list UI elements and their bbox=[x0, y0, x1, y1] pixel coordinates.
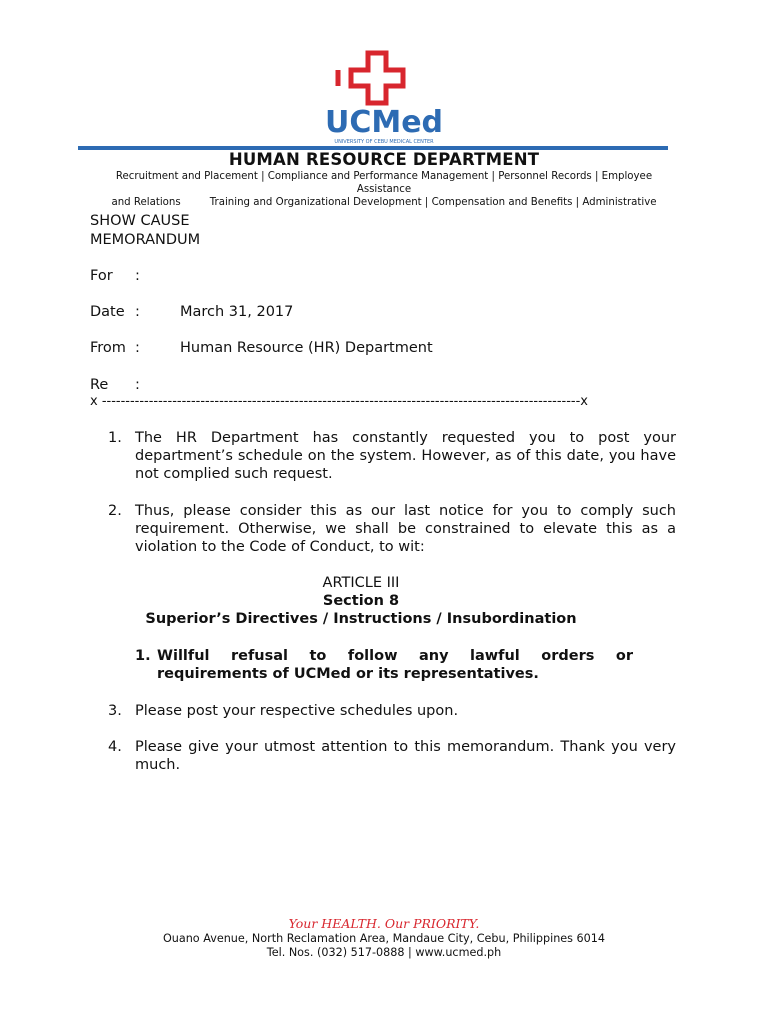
item-text: Thus, please consider this as our last notice for you to comply such requirement. Otherwise, we shall be constrained to elevate this as a violation to the Code of Conduct, to wit: bbox=[135, 503, 676, 555]
ucmed-logo bbox=[318, 48, 450, 152]
list-item bbox=[108, 702, 676, 720]
list-item bbox=[108, 738, 676, 774]
item-number: 2. bbox=[108, 503, 122, 519]
item-text: Please give your utmost attention to this memorandum. Thank you very much. bbox=[135, 739, 676, 773]
department-services bbox=[88, 170, 680, 209]
article-heading: Superior’s Directives / Instructions / Insubordination bbox=[145, 611, 577, 627]
item-number: 3. bbox=[108, 703, 122, 719]
footer-slogan: Your HEALTH. Our PRIORITY. bbox=[288, 916, 480, 931]
field-label: For bbox=[90, 268, 113, 284]
department-title: HUMAN RESOURCE DEPARTMENT bbox=[228, 150, 540, 169]
memo-title bbox=[90, 212, 200, 250]
footer-contact: Tel. Nos. (032) 517-0888 | www.ucmed.ph bbox=[266, 946, 502, 959]
logo-subtext: UNIVERSITY OF CEBU MEDICAL CENTER bbox=[334, 139, 434, 145]
services-line-2: and Relations Training and Organizational Development | Compensation and Benefits | Administrative bbox=[111, 197, 657, 208]
article-section: Section 8 bbox=[322, 593, 400, 609]
item-text: Please post your respective schedules upon. bbox=[135, 703, 459, 719]
field-label: From bbox=[90, 340, 126, 356]
list-item bbox=[108, 502, 676, 556]
memo-title-line-1: SHOW CAUSE bbox=[90, 213, 190, 229]
field-label: Date bbox=[90, 304, 125, 320]
field-value: March 31, 2017 bbox=[180, 304, 294, 320]
article-item-text: Willful refusal to follow any lawful orders or requirements of UCMed or its representatives. bbox=[157, 648, 633, 682]
logo-wordmark: UCMed bbox=[324, 105, 444, 140]
services-line-1: Recruitment and Placement | Compliance and Performance Management | Personnel Records | Employee Assistance bbox=[115, 171, 653, 195]
field-label: Re bbox=[90, 377, 109, 393]
article-item-number: 1. bbox=[135, 648, 151, 664]
list-item bbox=[108, 429, 676, 483]
memo-title-line-2: MEMORANDUM bbox=[90, 232, 201, 248]
medical-cross-icon bbox=[338, 53, 403, 103]
item-number: 4. bbox=[108, 739, 122, 755]
item-number: 1. bbox=[108, 430, 122, 446]
item-text: The HR Department has constantly requested you to post your department’s schedule on the system. However, as of this date, you have not complied such request. bbox=[135, 430, 676, 482]
article-title: ARTICLE III bbox=[322, 575, 400, 591]
footer-address: Ouano Avenue, North Reclamation Area, Mandaue City, Cebu, Philippines 6014 bbox=[162, 932, 606, 945]
field-value: Human Resource (HR) Department bbox=[180, 340, 433, 356]
separator-line: x ------------------------------------------------------------------------------------------------------x bbox=[90, 394, 588, 409]
